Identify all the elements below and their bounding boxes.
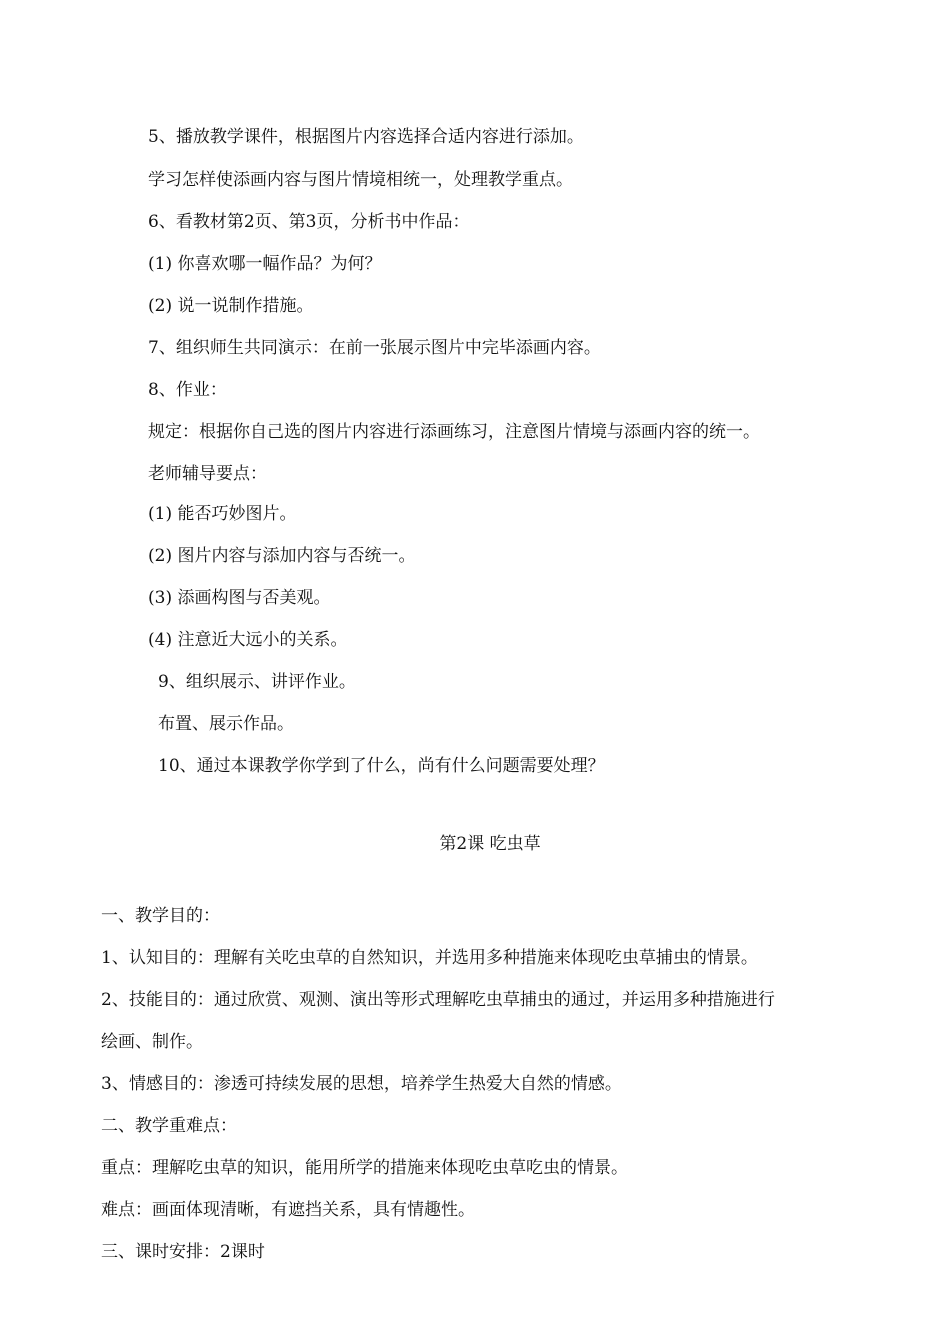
- step-5-line: 5、播放教学课件，根据图片内容选择合适内容进行添加。: [148, 127, 584, 147]
- step-8-line: 8、作业：: [148, 380, 227, 400]
- step-7-line: 7、组织师生共同演示：在前一张展示图片中完毕添画内容。: [148, 338, 601, 358]
- teacher-guidance-heading: 老师辅导要点：: [148, 464, 267, 484]
- key-difficult-points-heading: 二、教学重难点：: [101, 1116, 237, 1136]
- assignment-requirement-line: 规定：根据你自己选的图片内容进行添画练习，注意图片情境与添画内容的统一。: [148, 422, 760, 442]
- step-10-line: 10、通过本课教学你学到了什么，尚有什么问题需要处理？: [158, 756, 605, 776]
- cognitive-objective-line: 1、认知目的：理解有关吃虫草的自然知识，并选用多种措施来体现吃虫草捕虫的情景。: [101, 948, 758, 968]
- emotional-objective-line: 3、情感目的：渗透可持续发展的思想，培养学生热爱大自然的情感。: [101, 1074, 622, 1094]
- guidance-point-1: (1) 能否巧妙图片。: [148, 504, 297, 524]
- step-6-question-2: (2) 说一说制作措施。: [148, 296, 314, 316]
- class-hours-line: 三、课时安排：2课时: [101, 1242, 265, 1262]
- lesson-title: 第2课 吃虫草: [439, 834, 541, 854]
- step-9-note-line: 布置、展示作品。: [158, 714, 294, 734]
- teaching-objectives-heading: 一、教学目的：: [101, 906, 220, 926]
- guidance-point-2: (2) 图片内容与添加内容与否统一。: [148, 546, 416, 566]
- key-point-line: 重点：理解吃虫草的知识，能用所学的措施来体现吃虫草吃虫的情景。: [101, 1158, 628, 1178]
- step-5-note-line: 学习怎样使添画内容与图片情境相统一，处理教学重点。: [148, 170, 573, 190]
- step-9-line: 9、组织展示、讲评作业。: [158, 672, 356, 692]
- difficult-point-line: 难点：画面体现清晰，有遮挡关系，具有情趣性。: [101, 1200, 475, 1220]
- skill-objective-line: 2、技能目的：通过欣赏、观测、演出等形式理解吃虫草捕虫的通过，并运用多种措施进行: [101, 990, 775, 1010]
- step-6-question-1: (1) 你喜欢哪一幅作品？为何？: [148, 254, 382, 274]
- guidance-point-4: (4) 注意近大远小的关系。: [148, 630, 348, 650]
- skill-objective-continuation: 绘画、制作。: [101, 1032, 203, 1052]
- guidance-point-3: (3) 添画构图与否美观。: [148, 588, 331, 608]
- step-6-line: 6、看教材第2页、第3页，分析书中作品：: [148, 212, 470, 232]
